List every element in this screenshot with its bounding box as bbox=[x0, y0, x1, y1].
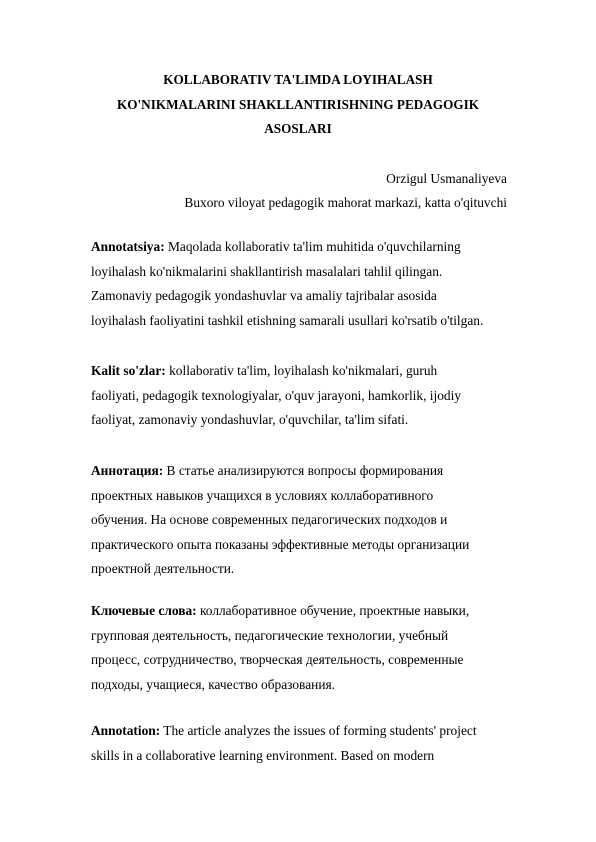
paragraph-line: Zamonaviy pedagogik yondashuvlar va amaliy tajribalar asosida bbox=[91, 288, 437, 304]
paragraph-line: обучения. На основе современных педагогических подходов и bbox=[91, 512, 448, 528]
paragraph-line: проектных навыков учащихся в условиях коллаборативного bbox=[91, 487, 434, 503]
title-line: ASOSLARI bbox=[264, 121, 332, 136]
author-affiliation: Buxoro viloyat pedagogik mahorat markazi, katta o'qituvchi bbox=[184, 195, 507, 210]
section-text: В статье анализируются вопросы формирования bbox=[163, 463, 444, 478]
section-label: Annotatsiya: bbox=[91, 239, 165, 254]
paragraph-line: проектной деятельности. bbox=[91, 561, 235, 577]
section-text: коллаборативное обучение, проектные навыки, bbox=[196, 603, 470, 618]
paragraph-line: faoliyat, zamonaviy yondashuvlar, o'quvchilar, ta'lim sifati. bbox=[91, 412, 409, 428]
keywords-russian bbox=[91, 599, 521, 697]
paragraph-line: групповая деятельность, педагогические технологии, учебный bbox=[91, 627, 449, 643]
paragraph-line bbox=[91, 235, 521, 260]
paragraph-line: skills in a collaborative learning environment. Based on modern bbox=[91, 747, 435, 763]
section-label: Ключевые слова: bbox=[91, 603, 197, 618]
section-label: Kalit so'zlar: bbox=[91, 363, 166, 378]
abstract-english bbox=[91, 719, 521, 768]
section-text: kollaborativ ta'lim, loyihalash ko'nikmalari, guruh bbox=[165, 363, 438, 378]
paragraph-line: подходы, учащиеся, качество образования. bbox=[91, 676, 335, 692]
section-text: Maqolada kollaborativ ta'lim muhitida o'quvchilarning bbox=[164, 239, 461, 254]
paragraph-line: faoliyati, pedagogik texnologiyalar, o'quv jarayoni, hamkorlik, ijodiy bbox=[91, 387, 462, 403]
paragraph-line bbox=[91, 719, 521, 744]
section-label: Annotation: bbox=[91, 723, 161, 738]
title-line: KOLLABORATIV TA'LIMDA LOYIHALASH bbox=[163, 72, 433, 87]
section-label: Аннотация: bbox=[91, 463, 164, 478]
abstract-uzbek bbox=[91, 235, 521, 333]
paragraph-line: loyihalash faoliyatini tashkil etishning samarali usullari ko'rsatib o'tilgan. bbox=[91, 312, 484, 328]
abstract-russian bbox=[91, 459, 521, 582]
paragraph-line: loyihalash ko'nikmalarini shakllantirish masalalari tahlil qilingan. bbox=[91, 263, 443, 279]
author-name: Orzigul Usmanaliyeva bbox=[386, 171, 507, 186]
paragraph-line: процесс, сотрудничество, творческая деятельность, современные bbox=[91, 652, 464, 668]
article-title bbox=[40, 68, 556, 142]
paragraph-line bbox=[91, 359, 521, 384]
paragraph-line bbox=[91, 459, 521, 484]
paragraph-line: практического опыта показаны эффективные методы организации bbox=[91, 536, 470, 552]
title-line: KO'NIKMALARINI SHAKLLANTIRISHNING PEDAGOGIK bbox=[117, 96, 479, 112]
keywords-uzbek bbox=[91, 359, 521, 433]
paragraph-line bbox=[91, 599, 521, 624]
section-text: The article analyzes the issues of forming students' project bbox=[160, 723, 477, 738]
